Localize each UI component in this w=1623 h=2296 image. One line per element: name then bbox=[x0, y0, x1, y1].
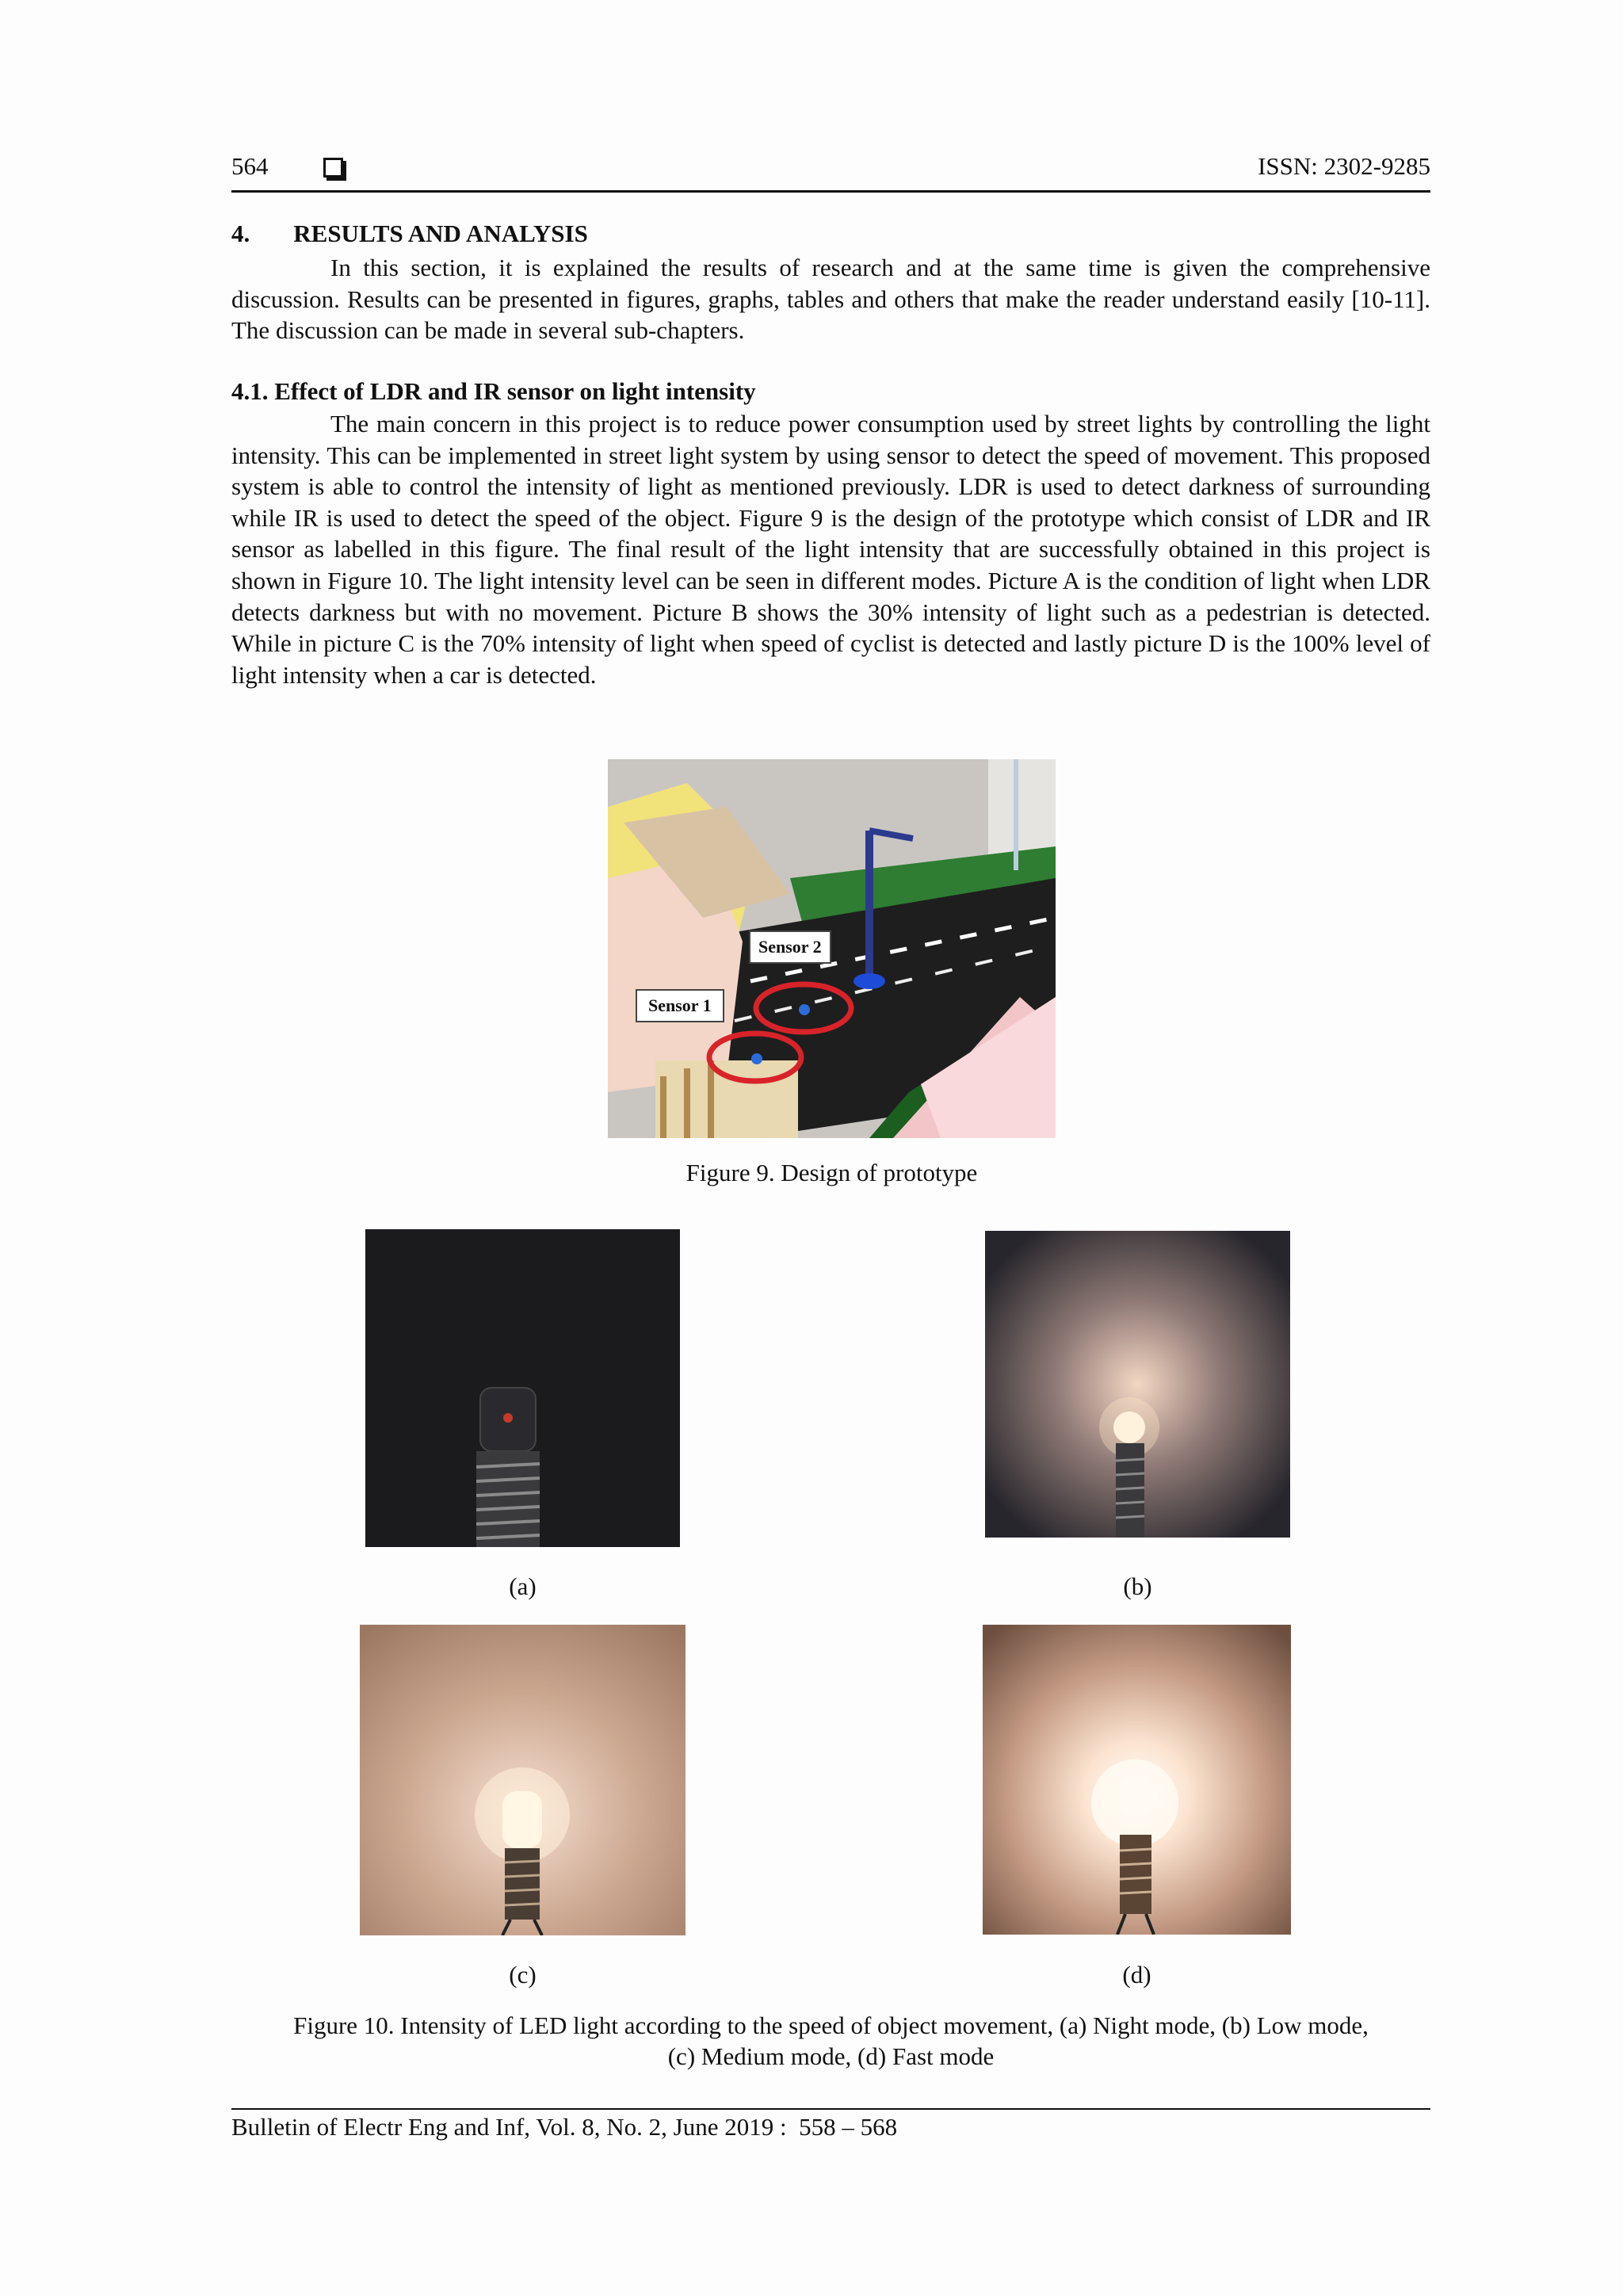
section-heading bbox=[231, 220, 588, 248]
figure10-caption-line1: Figure 10. Intensity of LED light according to the speed of object movement, (a) Night mode, (b) Low mode, bbox=[293, 2011, 1369, 2039]
section-number: 4. bbox=[231, 220, 250, 247]
figure9-prototype-photo bbox=[608, 759, 1056, 1138]
sensor-2-label: Sensor 2 bbox=[749, 930, 831, 964]
figure10-panel-b-photo bbox=[985, 1231, 1290, 1538]
header-rule bbox=[231, 190, 1430, 193]
figure10-label-a: (a) bbox=[509, 1572, 537, 1600]
figure10-caption-line2: (c) Medium mode, (d) Fast mode bbox=[667, 2042, 995, 2070]
sensor-1-label: Sensor 1 bbox=[636, 989, 724, 1022]
footer-citation: Bulletin of Electr Eng and Inf, Vol. 8, No. 2, June 2019 : 558 – 568 bbox=[231, 2113, 898, 2141]
subsection-heading: 4.1. Effect of LDR and IR sensor on light intensity bbox=[231, 377, 756, 405]
figure10-label-b: (b) bbox=[1123, 1572, 1152, 1600]
issn: ISSN: 2302-9285 bbox=[1258, 152, 1430, 180]
section-title: RESULTS AND ANALYSIS bbox=[293, 220, 588, 247]
section-intro: In this section, it is explained the results of research and at the same time is given the comprehensive discussion. Results can be presented in figures, graphs, tables and others that make the reader understand easily [10-11]. The discussion can be made in several sub-chapters. bbox=[231, 254, 1430, 345]
page-number: 564 bbox=[231, 152, 269, 180]
figure10-panel-a-photo bbox=[365, 1229, 680, 1547]
figure10-panel-c-photo bbox=[360, 1625, 685, 1935]
figure10-label-c: (c) bbox=[509, 1961, 537, 1988]
figure10-panel-d-photo bbox=[983, 1625, 1291, 1935]
footer-rule bbox=[231, 2108, 1430, 2110]
figure10-label-d: (d) bbox=[1122, 1961, 1151, 1988]
checkbox-square-icon bbox=[323, 158, 343, 178]
figure9-caption: Figure 9. Design of prototype bbox=[685, 1159, 978, 1186]
subsection-body: The main concern in this project is to reduce power consumption used by street lights by controlling the light intensity. This can be implemented in street light system by using sensor to detect the speed of movement. This proposed system is able to control the intensity of light as mentioned previously. LDR is used to detect darkness of surrounding while IR is used to detect the speed of the object. Figure 9 is the design of the prototype which consist of LDR and IR sensor as labelled in this figure. The final result of the light intensity that are successfully obtained in this project is shown in Figure 10. The light intensity level can be seen in different modes. Picture A is the condition of light when LDR detects darkness but with no movement. Picture B shows the 30% intensity of light such as a pedestrian is detected. While in picture C is the 70% intensity of light when speed of cyclist is detected and lastly picture D is the 100% level of light intensity when a car is detected. bbox=[231, 410, 1430, 689]
